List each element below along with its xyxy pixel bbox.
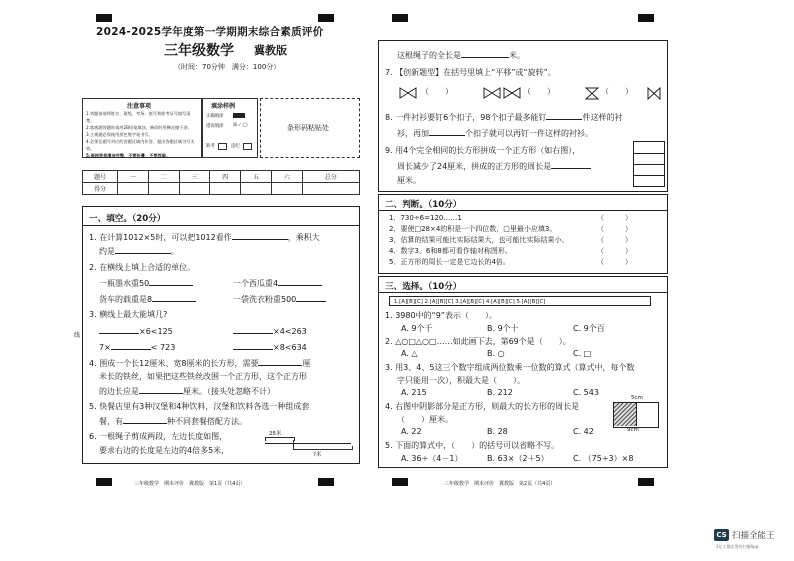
section-heading: 一、填空。（20分） <box>89 214 166 224</box>
camscanner-logo-icon: CS <box>714 529 729 541</box>
question-number: 9. <box>385 146 393 155</box>
option-a[interactable]: A. 36÷（4－1） <box>401 454 463 463</box>
question-number: 8. <box>385 113 393 122</box>
question-text: 米。 <box>509 51 525 60</box>
choice-question-4 <box>385 401 579 412</box>
question-1 <box>89 231 320 243</box>
question-4-line-2: 米长的铁丝，如果把这些铁丝改围一个正方形，这个正方形 <box>99 372 307 381</box>
violation-checkbox[interactable] <box>243 143 252 150</box>
question-text: ×4<263 <box>273 327 307 336</box>
question-number: 2. <box>385 337 393 346</box>
score-cell[interactable] <box>210 183 241 195</box>
question-text: 一袋洗衣粉重500 <box>233 295 297 304</box>
bowtie-icon <box>503 87 521 99</box>
choice-question-1 <box>385 310 497 321</box>
section-heading: 二、判断。（10分） <box>385 200 462 210</box>
option-a[interactable]: A. 22 <box>401 427 422 436</box>
answer-paren[interactable]: （ ） <box>597 225 632 233</box>
answer-blank[interactable] <box>546 111 582 120</box>
question-6 <box>89 431 227 442</box>
score-header-cell: 一 <box>118 171 149 183</box>
judge-item: 5．正方形的周长一定是它边长的4倍。 <box>389 258 510 266</box>
score-cell[interactable] <box>148 183 179 195</box>
note-item: 2.客观题答题时请用2B铅笔填涂，修改时用橡皮擦干净。 <box>86 125 192 130</box>
question-1-line-2 <box>99 245 179 257</box>
question-text: 餐，有 <box>99 417 123 426</box>
question-text: 围成一个长12厘米、宽8厘米的长方形，需要 <box>99 359 259 368</box>
registration-mark <box>96 478 112 486</box>
option-b[interactable]: B. 28 <box>487 427 508 436</box>
scanner-watermark <box>714 528 792 556</box>
score-header-cell: 五 <box>241 171 272 183</box>
answer-paren[interactable]: （ ） <box>597 247 632 255</box>
rectangle-divider <box>634 153 664 154</box>
question-text: 用4个完全相同的长方形拼成一个正方形（如右图）， <box>395 146 581 155</box>
barcode-label: 条形码粘贴处 <box>287 124 329 132</box>
question-text: ×8<634 <box>273 343 307 352</box>
notes-heading: 注意事项 <box>127 103 152 110</box>
question-number: 3. <box>89 310 97 319</box>
question-text: 快餐店里有3种汉堡和4种饮料，汉堡和饮料各选一种组成套 <box>99 402 310 411</box>
score-header-cell: 二 <box>148 171 179 183</box>
answer-blank[interactable] <box>278 277 322 286</box>
registration-mark <box>638 478 654 486</box>
answer-paren[interactable]: （ ） <box>523 87 555 96</box>
answer-blank[interactable] <box>111 341 151 350</box>
shaded-rectangle-figure <box>611 395 661 435</box>
notes-box <box>82 98 202 158</box>
question-4-line-3 <box>99 385 275 397</box>
figure-bottom-label: 9cm <box>627 427 639 433</box>
score-cell[interactable] <box>271 183 302 195</box>
question-9-line-3: 厘米。 <box>397 176 421 185</box>
answer-blank[interactable] <box>258 357 302 366</box>
question-text: 周长减少了24厘米，拼成的正方形的周长是 <box>397 162 552 171</box>
option-a[interactable]: A. 215 <box>401 388 427 397</box>
rope-line <box>265 443 351 444</box>
score-header-cell: 总分 <box>302 171 359 183</box>
answer-blank[interactable] <box>296 293 326 302</box>
wrong-marks-icon: ☒✓◯ <box>233 123 249 128</box>
section-multiple-choice <box>378 276 668 468</box>
question-text: 在计算1012×5时，可以把1012看作 <box>99 233 232 242</box>
watermark-name: 扫描全能王 <box>732 531 775 541</box>
question-number: 7. <box>385 68 393 77</box>
option-b[interactable]: B. 212 <box>487 388 513 397</box>
question-text: 厘 <box>302 359 311 368</box>
rope-left-label: 25米 <box>269 431 282 437</box>
page-footer: 三年级数学 期末评价 冀教版 第2页（共4页） <box>444 481 556 487</box>
note-item: 4.必须在题号对应的答题区域内作答，超出答题区域书写无效。 <box>86 139 195 151</box>
registration-mark <box>392 14 408 22</box>
question-text: 个扣子就可以再钉一件这样的衬衫。 <box>465 129 593 138</box>
inequality-item <box>99 341 175 352</box>
unit-item <box>233 293 326 305</box>
question-text: 的边长应是 <box>99 387 139 396</box>
answer-blank[interactable] <box>149 277 193 286</box>
answer-blank[interactable] <box>551 160 591 169</box>
right-page <box>374 0 674 561</box>
answer-paren[interactable]: （ ） <box>597 258 632 266</box>
question-text: 衫，再加 <box>397 129 429 138</box>
question-text: 7× <box>99 343 111 352</box>
hourglass-icon <box>585 87 599 100</box>
note-item: 1.答题前请将姓名、班级、考场、座号和准考证号填写清楚。 <box>86 111 191 123</box>
question-number: 1. <box>385 311 393 320</box>
question-text: 件这样的衬 <box>582 113 623 122</box>
score-row-label: 得分 <box>83 183 118 195</box>
question-text: 下面的算式中，（ ）的括号可以省略不写。 <box>395 441 560 450</box>
judge-item: 1．730÷6=120……1 <box>389 214 462 222</box>
note-item: 3.主观题必须使用黑色签字笔书写。 <box>86 132 153 137</box>
option-a[interactable]: A. 9个千 <box>401 324 433 333</box>
question-8 <box>385 111 622 123</box>
question-7 <box>385 67 556 78</box>
time-info: （时间：70分钟 满分：100分） <box>174 63 281 71</box>
question-text: 这根绳子的全长是 <box>397 51 461 60</box>
question-text: 在横线上填上合适的单位。 <box>99 263 196 272</box>
question-text: 种不同套餐搭配方法。 <box>167 417 247 426</box>
option-c[interactable]: C. 42 <box>573 427 594 436</box>
question-text: 一瓶墨水重50 <box>99 279 150 288</box>
inequality-item <box>233 341 307 352</box>
answer-blank[interactable] <box>152 293 196 302</box>
registration-mark <box>318 478 334 486</box>
left-page <box>74 0 366 561</box>
question-number: 2. <box>89 263 97 272</box>
registration-mark <box>392 478 408 486</box>
figure-top-label: 5cm <box>631 395 643 401</box>
question-text: △○□△○□……如此画下去，第69个是（ ）。 <box>395 337 571 346</box>
question-number: 5. <box>385 441 393 450</box>
answer-blank[interactable] <box>429 127 465 136</box>
answer-paren[interactable]: （ ） <box>597 214 632 222</box>
question-text: 货车的载重是8 <box>99 295 153 304</box>
bowtie-icon <box>647 87 661 100</box>
score-header-cell: 四 <box>210 171 241 183</box>
option-c[interactable]: C. （75÷3）×8 <box>573 454 634 463</box>
section-fill-in <box>82 206 360 464</box>
question-6-continued <box>397 49 525 61</box>
option-a[interactable]: A. △ <box>401 349 418 358</box>
question-text: 3980中的“9”表示（ ）。 <box>395 311 497 320</box>
question-3 <box>89 309 167 320</box>
section-fill-in-continued <box>378 40 668 192</box>
question-2 <box>89 262 195 273</box>
question-9 <box>385 145 580 156</box>
question-text: < 723 <box>150 343 176 352</box>
subject-title: 三年级数学 <box>164 43 234 59</box>
answer-blank[interactable] <box>233 341 273 350</box>
registration-mark <box>318 14 334 22</box>
answer-blank[interactable] <box>123 415 167 424</box>
score-table-header-row <box>83 171 360 183</box>
choice-question-5 <box>385 440 559 451</box>
bowtie-icon <box>399 87 417 99</box>
question-text: 【创新题型】在括号里填上“平移”或“旋转”。 <box>395 68 556 77</box>
violation-label: 违纪 <box>231 144 240 149</box>
question-number: 6. <box>89 432 97 441</box>
fill-sample-heading: 填涂样例 <box>211 103 236 110</box>
question-text: 约是 <box>99 247 115 256</box>
question-text: 用3、4、5这三个数字组成两位数乘一位数的算式（算式中，每个数 <box>395 363 635 372</box>
answer-blank[interactable] <box>232 231 288 240</box>
answer-bubble-row[interactable]: 1.[A][B][C] 2.[A][B][C] 3.[A][B][C] 4.[A][B][C] 5.[A][B][C] <box>389 296 651 306</box>
rope-figure <box>265 429 355 459</box>
fill-sample-box <box>202 98 258 158</box>
absent-label: 缺考 <box>206 144 215 149</box>
answer-blank[interactable] <box>139 385 183 394</box>
question-8-line-2 <box>397 127 593 139</box>
registration-mark <box>638 14 654 22</box>
score-cell[interactable] <box>302 183 359 195</box>
rope-right-label: ?米 <box>313 452 322 458</box>
section-divider <box>379 292 667 293</box>
judge-item: 4．数字3、6和8都可看作轴对称图形。 <box>389 247 512 255</box>
choice-question-2 <box>385 336 571 347</box>
filled-mark-icon <box>233 113 245 118</box>
score-table <box>82 170 360 195</box>
section-heading: 三、选择。（10分） <box>385 282 462 292</box>
option-c[interactable]: C. 9个百 <box>573 324 605 333</box>
motion-figures-row <box>399 85 661 101</box>
notes-list <box>86 110 198 159</box>
question-text: 一件衬衫要钉6个扣子，98个扣子最多能钉 <box>395 113 547 122</box>
question-text: 。 <box>171 247 179 256</box>
exam-title: 2024-2025学年度第一学期期末综合素质评价 <box>96 26 324 38</box>
question-6-line-2: 要求右边的长度是左边的4倍多5米， <box>99 446 230 455</box>
unit-item <box>233 277 322 289</box>
answer-blank[interactable] <box>99 325 139 334</box>
question-5 <box>89 401 309 412</box>
barcode-area <box>260 98 360 158</box>
section-divider <box>83 225 359 226</box>
question-text: 横线上最大能填几? <box>99 310 168 319</box>
score-header-cell: 题号 <box>83 171 118 183</box>
question-text: 一根绳子剪成两段，左边长度如图， <box>99 432 228 441</box>
bowtie-icon <box>483 87 501 99</box>
binding-mark: 线 <box>74 332 81 339</box>
score-cell[interactable] <box>179 183 210 195</box>
inequality-item <box>99 325 173 336</box>
rectangle-divider <box>634 164 664 165</box>
option-b[interactable]: B. 63×（2＋5） <box>487 454 549 463</box>
score-header-cell: 三 <box>179 171 210 183</box>
answer-blank[interactable] <box>115 245 171 254</box>
option-b[interactable]: B. ○ <box>487 349 505 358</box>
judge-item: 3．估算的结果可能比实际结果大，也可能比实际结果小。 <box>389 236 569 244</box>
choice-question-4-line-2: （ ）厘米。 <box>397 415 453 424</box>
question-text: ×6<125 <box>139 327 173 336</box>
choice-question-3 <box>385 362 634 373</box>
question-text: ，乘积大 <box>287 233 320 242</box>
answer-paren[interactable]: （ ） <box>601 87 633 96</box>
unit-item <box>99 277 193 289</box>
inequality-item <box>233 325 307 336</box>
watermark-tagline: 3亿人都在用的扫描App <box>716 544 759 549</box>
rope-right-brace <box>293 446 353 450</box>
rope-left-brace <box>265 437 295 441</box>
option-c[interactable]: C. □ <box>573 349 592 358</box>
unit-item <box>99 293 196 305</box>
answer-blank[interactable] <box>461 49 509 58</box>
registration-mark <box>96 14 112 22</box>
edition-label: 冀教版 <box>254 44 287 57</box>
section-divider <box>379 210 667 211</box>
question-4 <box>89 357 310 369</box>
answer-paren[interactable]: （ ） <box>421 87 453 96</box>
question-9-line-2 <box>397 160 591 172</box>
score-table-score-row <box>83 183 360 195</box>
stacked-rectangles-figure <box>633 141 665 187</box>
option-b[interactable]: B. 9个十 <box>487 324 519 333</box>
answer-blank[interactable] <box>233 325 273 334</box>
score-cell[interactable] <box>241 183 272 195</box>
note-warning: 5.保持答卷清洁完整，不要折叠、不要弄破。 <box>86 153 171 158</box>
question-text: 右图中阴影部分是正方形，则最大的长方形的周长是 <box>395 402 580 411</box>
question-number: 4. <box>385 402 393 411</box>
option-c[interactable]: C. 543 <box>573 388 599 397</box>
answer-paren[interactable]: （ ） <box>597 236 632 244</box>
fill-wrong-label: 错误填涂 <box>206 124 224 129</box>
shaded-square <box>614 403 637 426</box>
question-number: 5. <box>89 402 97 411</box>
absent-checkbox[interactable] <box>218 143 227 150</box>
question-text: 厘米。（接头处忽略不计） <box>183 387 275 396</box>
section-true-false <box>378 194 668 274</box>
question-5-line-2 <box>99 415 247 427</box>
question-number: 4. <box>89 359 97 368</box>
judge-item: 2．要使□28×4的积是一个四位数，□里最小应填3。 <box>389 225 557 233</box>
page-footer: 三年级数学 期末评价 冀教版 第1页（共4页） <box>134 481 246 487</box>
fill-correct-label: 正确填涂 <box>206 114 224 119</box>
score-header-cell: 六 <box>271 171 302 183</box>
choice-question-3-line-2: 字只能用一次），积最大是（ ）。 <box>397 376 525 385</box>
question-text: 一个西瓜重4 <box>233 279 279 288</box>
question-number: 3. <box>385 363 393 372</box>
question-number: 1. <box>89 233 97 242</box>
rectangle-divider <box>634 175 664 176</box>
score-cell[interactable] <box>118 183 149 195</box>
